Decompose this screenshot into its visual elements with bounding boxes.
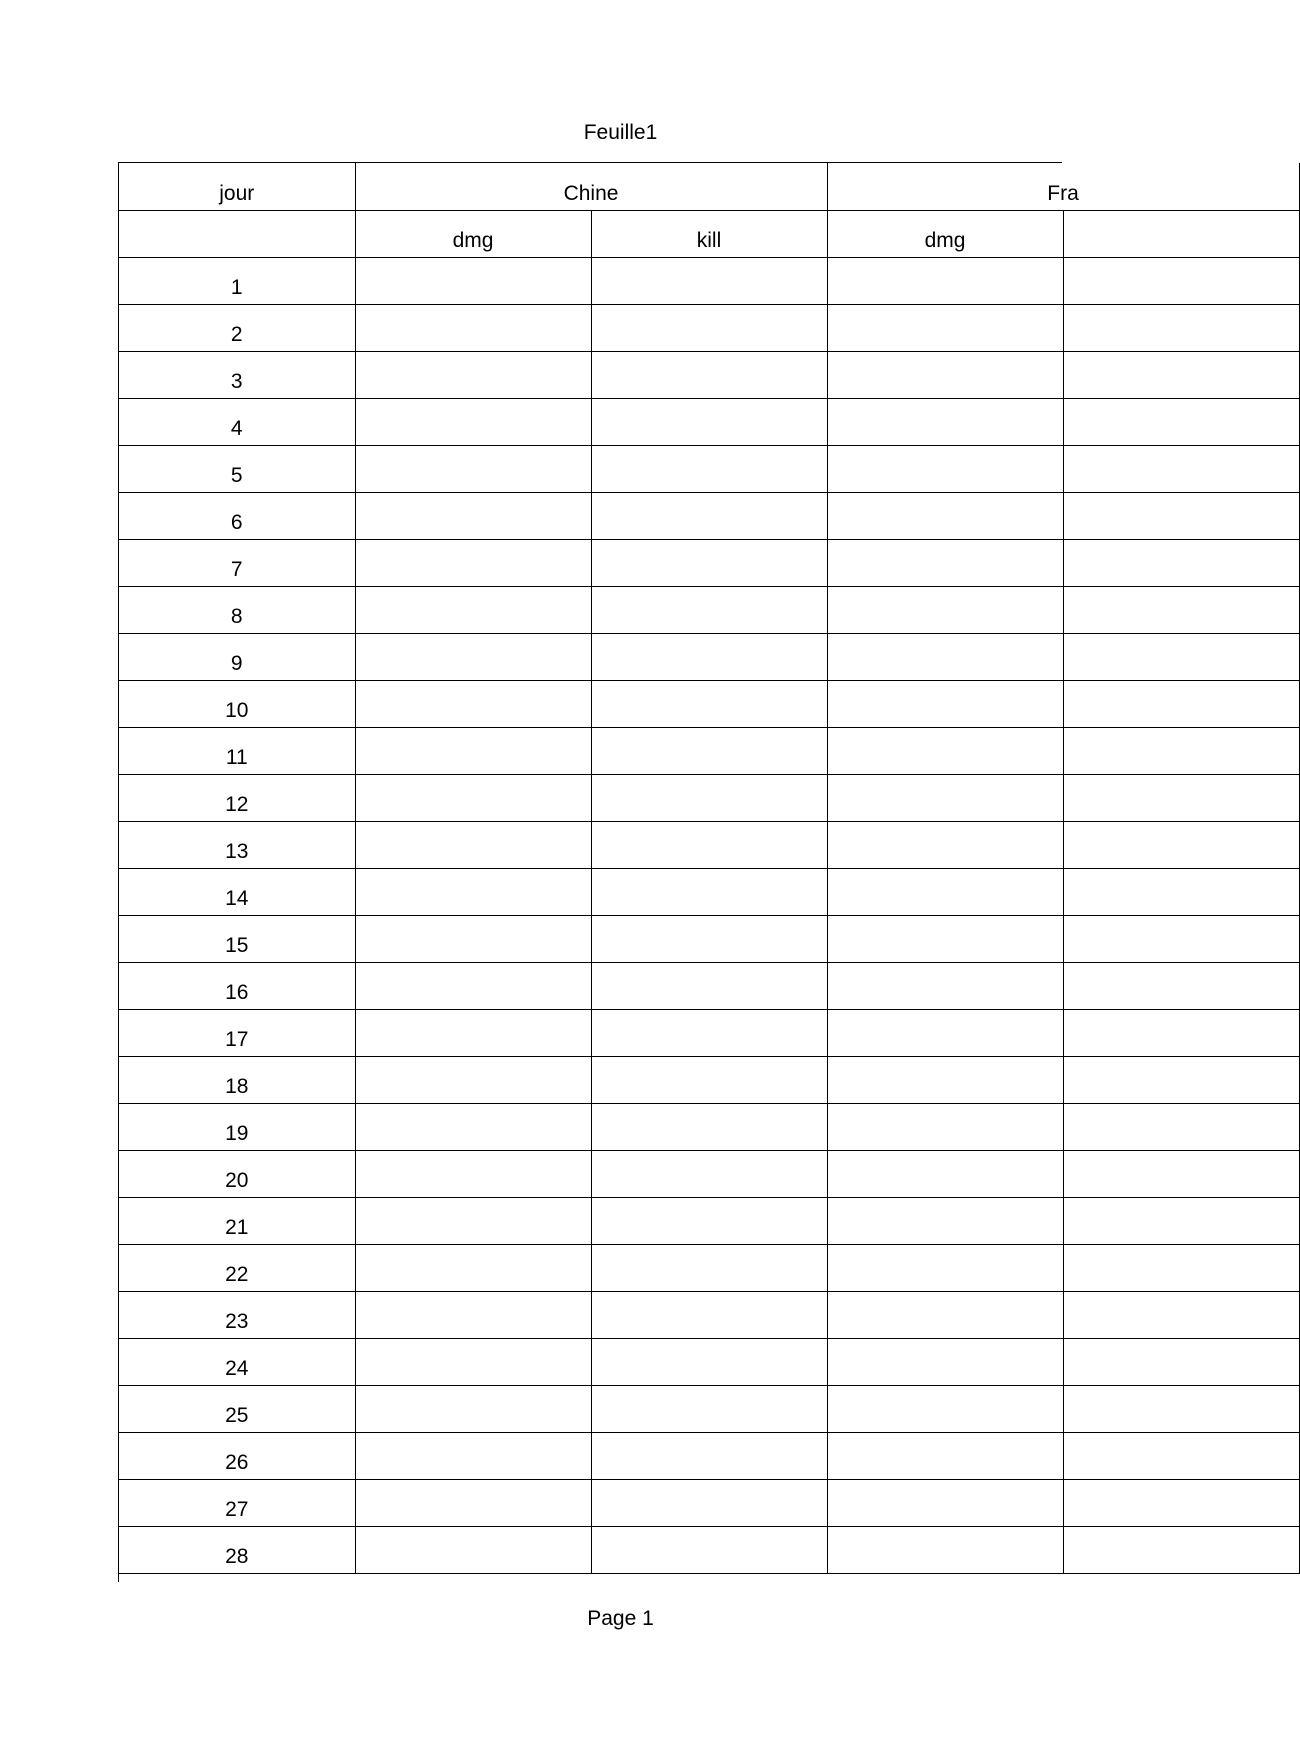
- cell-chine-kill[interactable]: [591, 1291, 827, 1338]
- table-row: [119, 398, 1299, 445]
- table-row: [119, 586, 1299, 633]
- cell-jour: 3: [119, 351, 355, 398]
- cell-fra-kill[interactable]: [1063, 1009, 1299, 1056]
- cell-chine-dmg[interactable]: [355, 1197, 591, 1244]
- header-group-fra: Fra: [827, 163, 1299, 210]
- cell-fra-dmg[interactable]: [827, 962, 1063, 1009]
- cell-fra-dmg[interactable]: [827, 539, 1063, 586]
- cell-chine-dmg[interactable]: [355, 868, 591, 915]
- cell-chine-kill[interactable]: [591, 1385, 827, 1432]
- cell-chine-dmg[interactable]: [355, 492, 591, 539]
- cell-fra-kill[interactable]: [1063, 351, 1299, 398]
- cell-jour: 24: [119, 1338, 355, 1385]
- cell-fra-dmg[interactable]: [827, 680, 1063, 727]
- cell-fra-kill[interactable]: [1063, 680, 1299, 727]
- cell-fra-kill[interactable]: [1063, 1479, 1299, 1526]
- cell-jour: 17: [119, 1009, 355, 1056]
- cell-chine-dmg[interactable]: [355, 351, 591, 398]
- cell-chine-kill[interactable]: [591, 1479, 827, 1526]
- cell-chine-kill[interactable]: [591, 1244, 827, 1291]
- cell-chine-kill[interactable]: [591, 257, 827, 304]
- cell-jour: 28: [119, 1526, 355, 1573]
- table-row: [119, 915, 1299, 962]
- cell-jour: 13: [119, 821, 355, 868]
- cell-chine-kill[interactable]: [591, 868, 827, 915]
- table-row: [119, 633, 1299, 680]
- cell-jour: 1: [119, 257, 355, 304]
- cell-jour: 5: [119, 445, 355, 492]
- cell-chine-kill[interactable]: [591, 351, 827, 398]
- cell-jour: 27: [119, 1479, 355, 1526]
- cell-fra-dmg[interactable]: [827, 1338, 1063, 1385]
- cell-chine-kill[interactable]: [591, 586, 827, 633]
- cell-jour: 25: [119, 1385, 355, 1432]
- cell-fra-kill[interactable]: [1063, 915, 1299, 962]
- cell-fra-dmg[interactable]: [827, 1197, 1063, 1244]
- table-row: [119, 1526, 1299, 1573]
- cell-fra-kill[interactable]: [1063, 398, 1299, 445]
- cell-chine-dmg[interactable]: [355, 398, 591, 445]
- cell-chine-dmg[interactable]: [355, 774, 591, 821]
- table-row: [119, 351, 1299, 398]
- cell-fra-kill[interactable]: [1063, 868, 1299, 915]
- cell-fra-dmg[interactable]: [827, 1056, 1063, 1103]
- header-metric-fra-kill: [1063, 210, 1299, 257]
- cell-chine-dmg[interactable]: [355, 1150, 591, 1197]
- cell-jour: 11: [119, 727, 355, 774]
- header-row-countries: [119, 163, 1299, 210]
- cell-jour: 12: [119, 774, 355, 821]
- cell-chine-dmg[interactable]: [355, 633, 591, 680]
- cell-chine-dmg[interactable]: [355, 727, 591, 774]
- cell-chine-kill[interactable]: [591, 821, 827, 868]
- cell-fra-kill[interactable]: [1063, 586, 1299, 633]
- cell-chine-dmg[interactable]: [355, 915, 591, 962]
- cell-fra-kill[interactable]: [1063, 962, 1299, 1009]
- table-row: [119, 304, 1299, 351]
- table-row: [119, 1103, 1299, 1150]
- table-row: [119, 1385, 1299, 1432]
- cell-chine-kill[interactable]: [591, 915, 827, 962]
- cell-chine-kill[interactable]: [591, 1526, 827, 1573]
- table-row: [119, 868, 1299, 915]
- cell-chine-kill[interactable]: [591, 1197, 827, 1244]
- cell-chine-dmg[interactable]: [355, 445, 591, 492]
- cell-chine-dmg[interactable]: [355, 539, 591, 586]
- cell-fra-kill[interactable]: [1063, 1197, 1299, 1244]
- cell-chine-kill[interactable]: [591, 1009, 827, 1056]
- cell-jour: 10: [119, 680, 355, 727]
- cell-jour: 22: [119, 1244, 355, 1291]
- cell-fra-kill[interactable]: [1063, 1338, 1299, 1385]
- cell-chine-dmg[interactable]: [355, 1103, 591, 1150]
- header-group-chine: Chine: [355, 163, 827, 210]
- cell-chine-kill[interactable]: [591, 539, 827, 586]
- table-row: [119, 1479, 1299, 1526]
- cell-fra-dmg[interactable]: [827, 1009, 1063, 1056]
- cell-jour: 18: [119, 1056, 355, 1103]
- cell-chine-kill[interactable]: [591, 1103, 827, 1150]
- table-row: [119, 962, 1299, 1009]
- data-table: [119, 163, 1300, 1574]
- cell-chine-kill[interactable]: [591, 727, 827, 774]
- cell-fra-dmg[interactable]: [827, 821, 1063, 868]
- cell-fra-dmg[interactable]: [827, 445, 1063, 492]
- cell-fra-kill[interactable]: [1063, 633, 1299, 680]
- cell-fra-kill[interactable]: [1063, 1385, 1299, 1432]
- cell-chine-dmg[interactable]: [355, 1385, 591, 1432]
- cell-fra-dmg[interactable]: [827, 1150, 1063, 1197]
- cell-fra-dmg[interactable]: [827, 633, 1063, 680]
- table-row: [119, 1056, 1299, 1103]
- cell-jour: 8: [119, 586, 355, 633]
- cell-chine-kill[interactable]: [591, 1338, 827, 1385]
- page-footer: Page 1: [587, 1607, 654, 1630]
- cell-jour: 19: [119, 1103, 355, 1150]
- cell-jour: 21: [119, 1197, 355, 1244]
- cell-fra-dmg[interactable]: [827, 915, 1063, 962]
- table-row: [119, 1009, 1299, 1056]
- cell-chine-dmg[interactable]: [355, 680, 591, 727]
- cell-fra-kill[interactable]: [1063, 1291, 1299, 1338]
- cell-chine-dmg[interactable]: [355, 1244, 591, 1291]
- cell-chine-dmg[interactable]: [355, 1338, 591, 1385]
- cell-chine-dmg[interactable]: [355, 821, 591, 868]
- header-metric-chine-dmg: dmg: [355, 210, 591, 257]
- cell-fra-dmg[interactable]: [827, 398, 1063, 445]
- cell-chine-kill[interactable]: [591, 492, 827, 539]
- data-table-container: [118, 162, 1079, 1582]
- cell-chine-kill[interactable]: [591, 962, 827, 1009]
- table-row: [119, 1432, 1299, 1479]
- cell-jour: 4: [119, 398, 355, 445]
- table-row: [119, 492, 1299, 539]
- cell-fra-kill[interactable]: [1063, 774, 1299, 821]
- cell-chine-dmg[interactable]: [355, 1526, 591, 1573]
- cell-jour: 7: [119, 539, 355, 586]
- cell-fra-dmg[interactable]: [827, 868, 1063, 915]
- cell-fra-kill[interactable]: [1063, 257, 1299, 304]
- cell-chine-kill[interactable]: [591, 774, 827, 821]
- cell-fra-dmg[interactable]: [827, 351, 1063, 398]
- header-row-metrics: [119, 210, 1299, 257]
- cell-chine-dmg[interactable]: [355, 1479, 591, 1526]
- cell-jour: 20: [119, 1150, 355, 1197]
- table-row: [119, 727, 1299, 774]
- cell-chine-dmg[interactable]: [355, 1291, 591, 1338]
- table-row: [119, 1338, 1299, 1385]
- cell-chine-dmg[interactable]: [355, 1056, 591, 1103]
- cell-chine-dmg[interactable]: [355, 1009, 591, 1056]
- cell-chine-kill[interactable]: [591, 1150, 827, 1197]
- cell-fra-dmg[interactable]: [827, 1526, 1063, 1573]
- cell-chine-dmg[interactable]: [355, 304, 591, 351]
- header-metric-blank: [119, 210, 355, 257]
- cell-chine-kill[interactable]: [591, 304, 827, 351]
- cell-chine-kill[interactable]: [591, 633, 827, 680]
- cell-fra-dmg[interactable]: [827, 304, 1063, 351]
- cell-fra-kill[interactable]: [1063, 1526, 1299, 1573]
- table-row: [119, 1150, 1299, 1197]
- table-row: [119, 1291, 1299, 1338]
- cell-fra-kill[interactable]: [1063, 445, 1299, 492]
- table-row: [119, 774, 1299, 821]
- table-row: [119, 821, 1299, 868]
- cell-jour: 26: [119, 1432, 355, 1479]
- cell-fra-dmg[interactable]: [827, 1432, 1063, 1479]
- cell-fra-dmg[interactable]: [827, 1103, 1063, 1150]
- cell-fra-kill[interactable]: [1063, 1103, 1299, 1150]
- cell-chine-kill[interactable]: [591, 445, 827, 492]
- cell-jour: 9: [119, 633, 355, 680]
- cell-chine-kill[interactable]: [591, 1432, 827, 1479]
- cell-fra-kill[interactable]: [1063, 1056, 1299, 1103]
- cell-chine-dmg[interactable]: [355, 586, 591, 633]
- cell-fra-kill[interactable]: [1063, 1244, 1299, 1291]
- cell-chine-kill[interactable]: [591, 1056, 827, 1103]
- cell-fra-kill[interactable]: [1063, 492, 1299, 539]
- cell-chine-dmg[interactable]: [355, 257, 591, 304]
- cell-jour: 6: [119, 492, 355, 539]
- cell-fra-dmg[interactable]: [827, 1291, 1063, 1338]
- cell-fra-kill[interactable]: [1063, 821, 1299, 868]
- cell-fra-kill[interactable]: [1063, 304, 1299, 351]
- table-row: [119, 539, 1299, 586]
- cell-fra-kill[interactable]: [1063, 539, 1299, 586]
- header-jour: jour: [119, 163, 355, 210]
- cell-fra-dmg[interactable]: [827, 257, 1063, 304]
- cell-fra-kill[interactable]: [1063, 1432, 1299, 1479]
- cell-fra-dmg[interactable]: [827, 492, 1063, 539]
- cell-chine-dmg[interactable]: [355, 962, 591, 1009]
- table-row: [119, 680, 1299, 727]
- cell-jour: 15: [119, 915, 355, 962]
- cell-jour: 23: [119, 1291, 355, 1338]
- table-row: [119, 257, 1299, 304]
- header-metric-fra-dmg: dmg: [827, 210, 1063, 257]
- cell-fra-dmg[interactable]: [827, 1479, 1063, 1526]
- sheet-title: Feuille1: [583, 121, 658, 144]
- cell-jour: 14: [119, 868, 355, 915]
- cell-fra-dmg[interactable]: [827, 586, 1063, 633]
- cell-fra-dmg[interactable]: [827, 774, 1063, 821]
- cell-jour: 16: [119, 962, 355, 1009]
- cell-chine-dmg[interactable]: [355, 1432, 591, 1479]
- table-row: [119, 1244, 1299, 1291]
- cell-fra-dmg[interactable]: [827, 1244, 1063, 1291]
- cell-chine-kill[interactable]: [591, 398, 827, 445]
- cell-jour: 2: [119, 304, 355, 351]
- cell-fra-dmg[interactable]: [827, 727, 1063, 774]
- table-row: [119, 1197, 1299, 1244]
- table-row: [119, 445, 1299, 492]
- header-metric-chine-kill: kill: [591, 210, 827, 257]
- cell-chine-kill[interactable]: [591, 680, 827, 727]
- cell-fra-dmg[interactable]: [827, 1385, 1063, 1432]
- cell-fra-kill[interactable]: [1063, 1150, 1299, 1197]
- cell-fra-kill[interactable]: [1063, 727, 1299, 774]
